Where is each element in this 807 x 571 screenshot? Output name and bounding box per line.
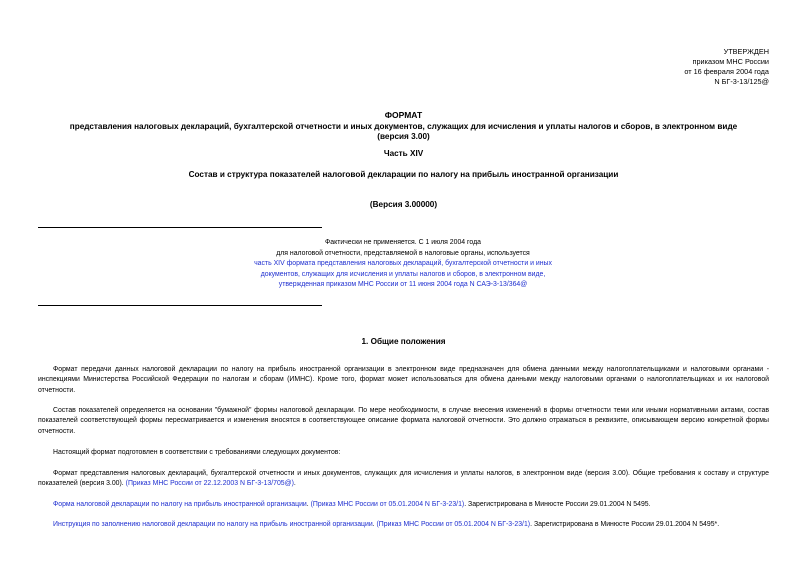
paragraph-6 xyxy=(38,520,769,530)
approval-line-1: УТВЕРЖДЕН xyxy=(723,47,769,56)
paragraph-5-end: . Зарегистрирована в Минюсте России 29.01.2004 N 5495. xyxy=(464,501,651,508)
paragraph-5-sep: . xyxy=(306,501,311,508)
approval-stamp xyxy=(684,47,769,87)
instruction-link[interactable]: Инструкция по заполнению налоговой декларации по налогу на прибыль иностранной организации xyxy=(53,521,373,528)
paragraph-6-sep: . xyxy=(372,521,377,528)
paragraph-4 xyxy=(38,469,769,490)
subtitle-version: (версия 3.00) xyxy=(377,132,430,141)
structure-heading: Состав и структура показателей налоговой декларации по налогу на прибыль иностранной организации xyxy=(188,170,619,179)
version-heading: (Версия 3.00000) xyxy=(369,200,438,209)
declaration-form-link[interactable]: Форма налоговой декларации по налогу на прибыль иностранной организации xyxy=(53,501,307,508)
document-title: ФОРМАТ xyxy=(384,110,423,120)
section-heading: 1. Общие положения xyxy=(361,337,446,346)
paragraph-4-text: Формат представления налоговых деклараций, бухгалтерской отчетности и иных документов, служащих для исчисления и уплаты налогов, в электронном виде (версия 3.00). Общие требования к составу и структуре показателей (версия 3.00). xyxy=(38,470,769,488)
divider-bottom xyxy=(38,305,322,306)
order-link-23-1-form[interactable]: (Приказ МНС России от 05.01.2004 N БГ-3-23/1) xyxy=(310,501,465,508)
paragraph-1: Формат передачи данных налоговой декларации по налогу на прибыль иностранной организации в электронном виде предназначен для обмена данными между налогоплательщиками и налоговыми органами - инспекциями Министерства Российской Федерации по налогам и сборам (ИМНС). Кроме того, формат может использоваться для обмена данными между налоговыми органами о налогоплательщиках и их налоговой отчетности. xyxy=(38,366,769,394)
approval-line-3: от 16 февраля 2004 года xyxy=(684,67,769,76)
part-heading: Часть XIV xyxy=(383,149,424,158)
approval-line-2: приказом МНС России xyxy=(692,57,769,66)
subtitle-text: представления налоговых деклараций, бухгалтерской отчетности и иных документов, служащих для исчисления и уплаты налогов и сборов, в электронном виде xyxy=(69,122,738,131)
paragraph-3: Настоящий формат подготовлен в соответствии с требованиями следующих документов: xyxy=(53,449,341,456)
paragraph-2: Состав показателей определяется на основании "бумажной" формы налоговой декларации. По мере необходимости, в случае внесения изменений в формы отчетности теми или иными нормативными актами, состав показателей соответствующей формы пересматривается и изменения вносятся в соответствующее описание формата налоговой отчетности. Это должно отражаться в реквизите, описывающем версию конкретной формы отчетности. xyxy=(38,407,769,435)
paragraph-4-end: . xyxy=(293,480,296,488)
notice-line-2: для налоговой отчетности, представляемой в налоговые органы, используется xyxy=(276,249,530,257)
paragraph-6-end: . Зарегистрирована в Минюсте России 29.01.2004 N 5495*. xyxy=(530,521,720,528)
document-subtitle xyxy=(30,122,777,142)
notice-line-1: Фактически не применяется. С 1 июля 2004 года xyxy=(325,239,481,246)
divider-top xyxy=(38,227,322,228)
notice-block xyxy=(250,238,556,291)
notice-link[interactable]: часть XIV формата представления налоговых деклараций, бухгалтерской отчетности и иных документов, служащих для исчисления и уплаты налогов и сборов, в электронном виде, утвержденная приказом МНС России от 11 июня 2004 года N САЭ-3-13/364@ xyxy=(254,260,552,289)
order-link-705[interactable]: (Приказ МНС России от 22.12.2003 N БГ-3-13/705@) xyxy=(125,480,294,488)
paragraph-5 xyxy=(38,500,769,510)
approval-line-4: N БГ-3-13/125@ xyxy=(714,77,769,86)
order-link-23-1-instruction[interactable]: (Приказ МНС России от 05.01.2004 N БГ-3-23/1) xyxy=(376,521,531,528)
